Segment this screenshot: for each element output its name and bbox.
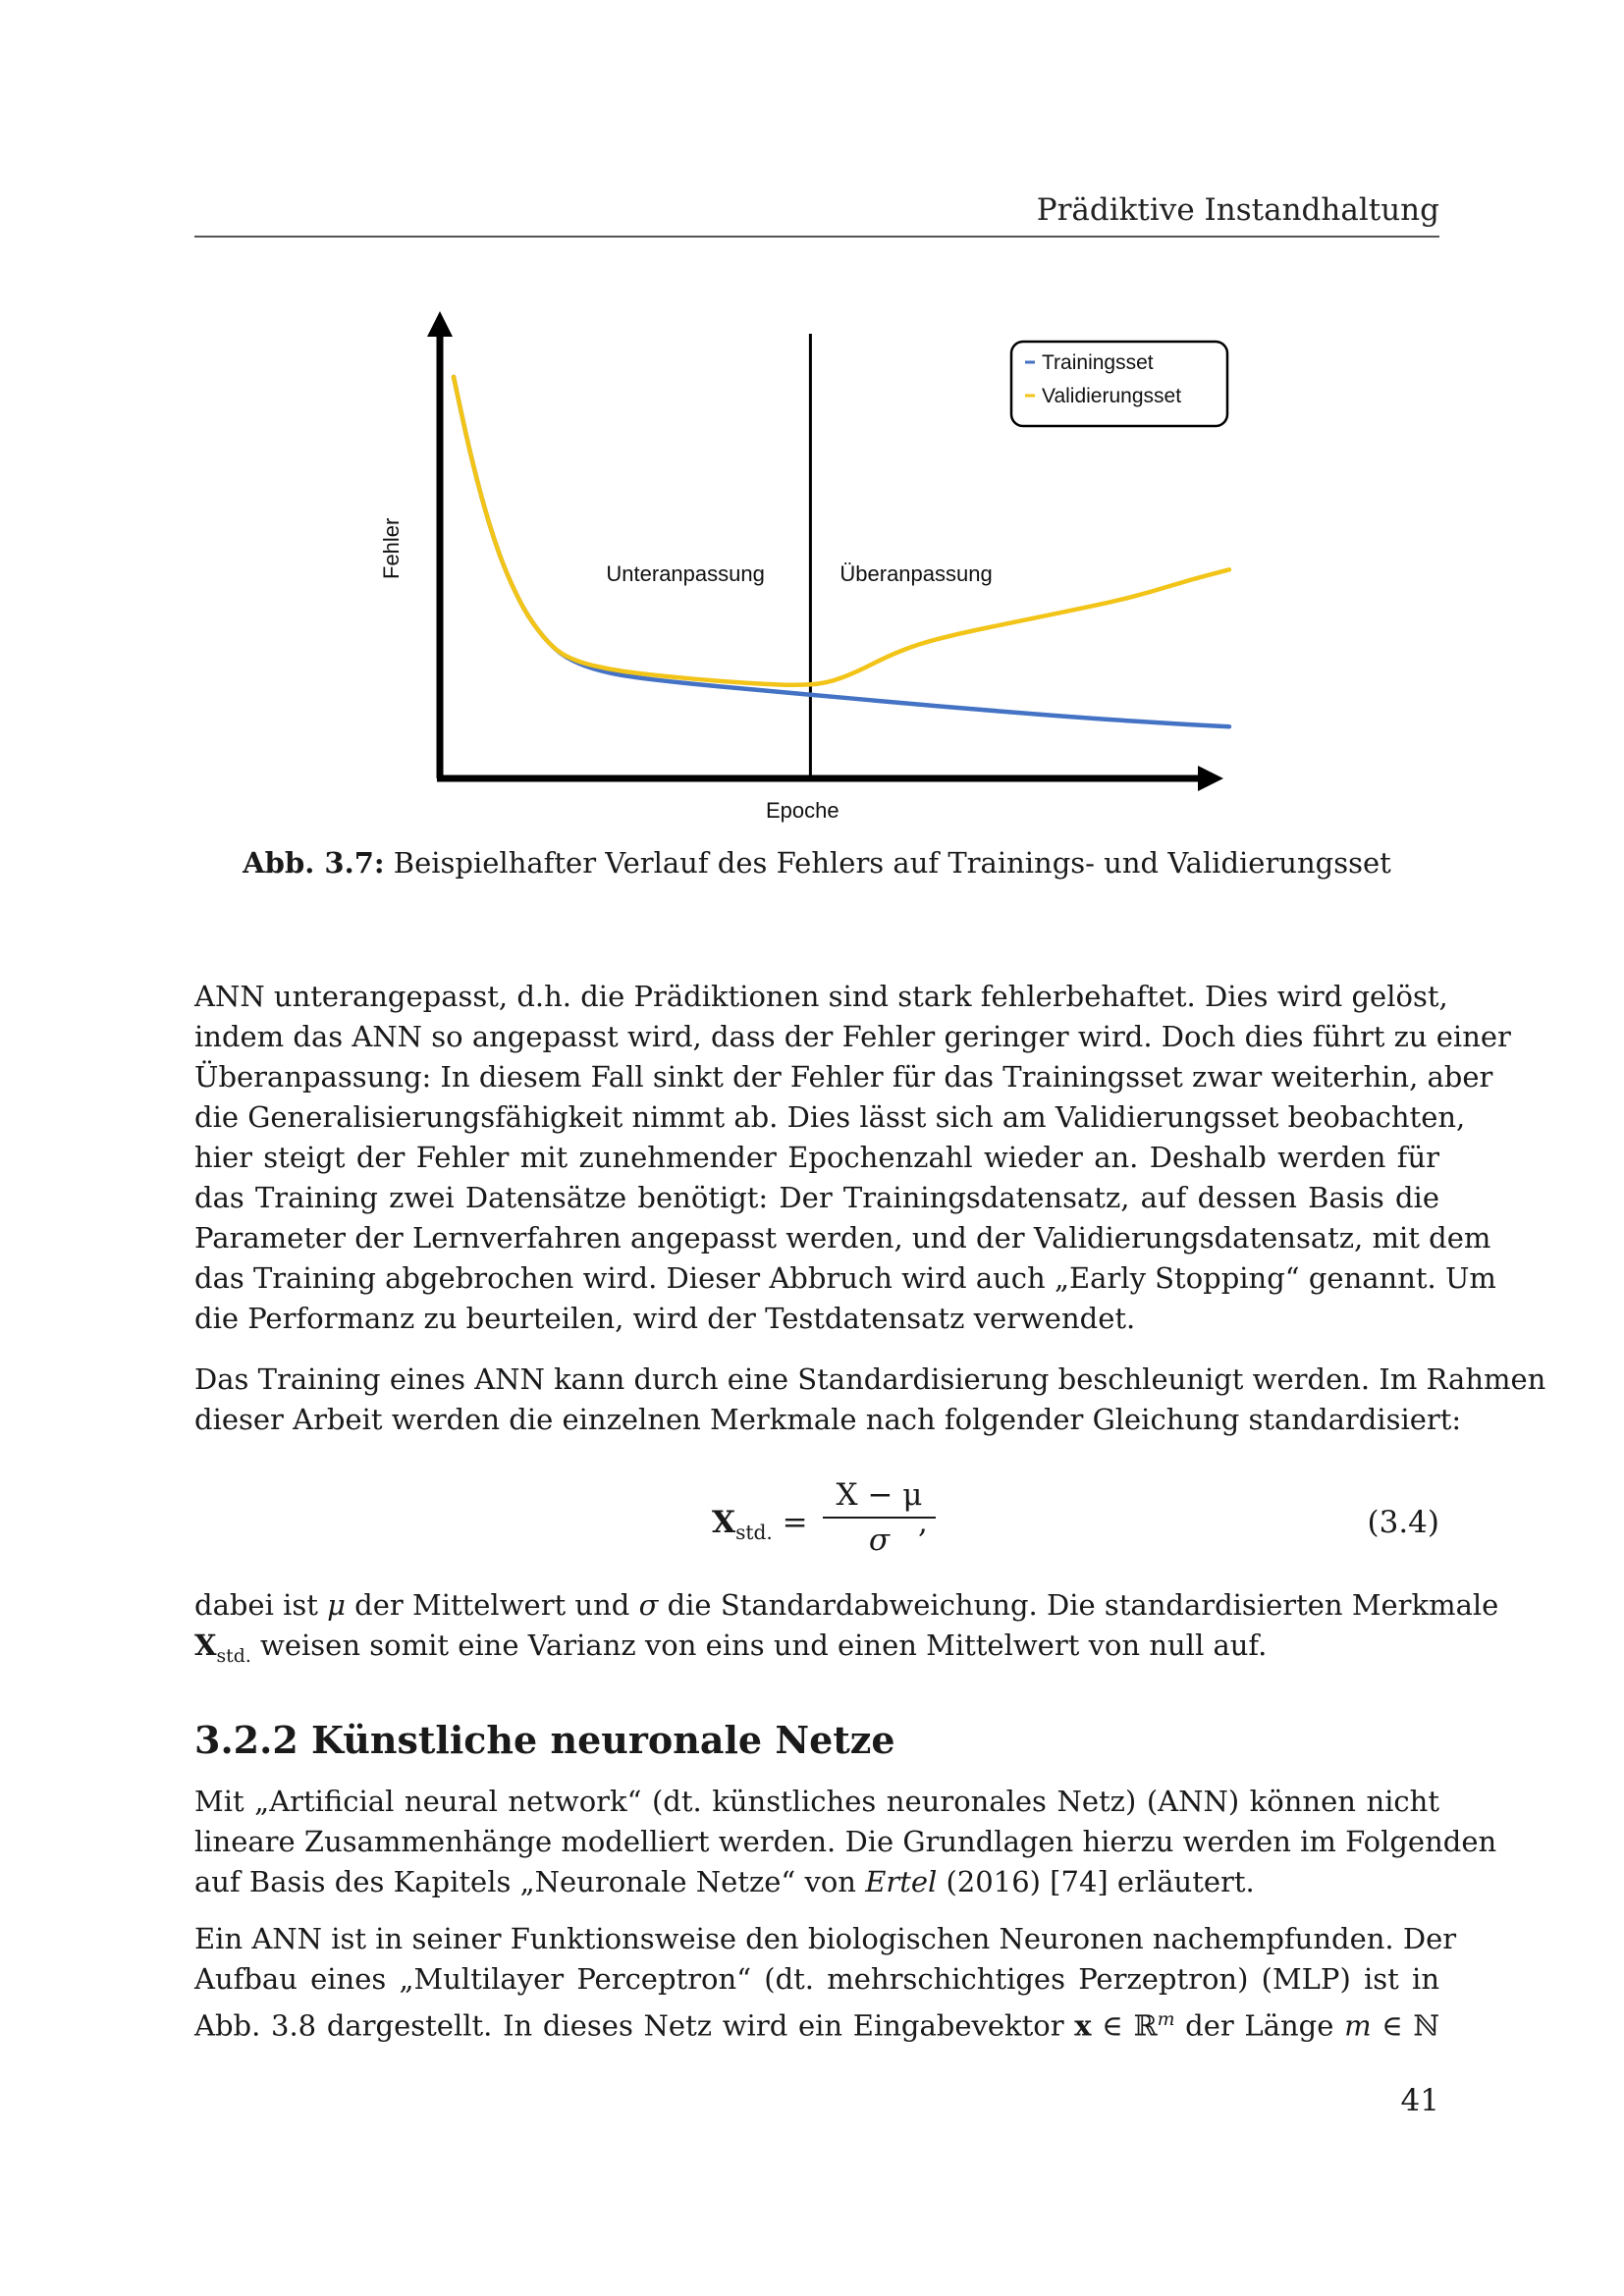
running-header bbox=[194, 192, 1439, 238]
text-line: Mit „Artificial neural network“ (dt. künstliches neuronales Netz) (ANN) können nicht bbox=[194, 1785, 1439, 1818]
text-line: Ein ANN ist in seiner Funktionsweise den biologischen Neuronen nachempfunden. Der bbox=[194, 1922, 1457, 1955]
text-line: die Generalisierungsfähigkeit nimmt ab. Dies lässt sich am Validierungsset beobachten, bbox=[194, 1100, 1466, 1134]
caption-text: Beispielhafter Verlauf des Fehlers auf Trainings- und Validierungsset bbox=[393, 846, 1391, 880]
text-line: das Training zwei Datensätze benötigt: Der Trainingsdatensatz, auf dessen Basis die bbox=[194, 1181, 1439, 1214]
series-line-trainingsset bbox=[454, 377, 1229, 726]
text-line: hier steigt der Fehler mit zunehmender Epochenzahl wieder an. Deshalb werden für bbox=[194, 1141, 1439, 1174]
text-line: indem das ANN so angepasst wird, dass der Fehler geringer wird. Doch dies führt zu einer bbox=[194, 1020, 1511, 1053]
caption-label: Abb. 3.7: bbox=[243, 846, 385, 880]
text-line: die Performanz zu beurteilen, wird der Testdatensatz verwendet. bbox=[194, 1302, 1136, 1335]
error-curve-chart bbox=[373, 309, 1237, 839]
equation-number: (3.4) bbox=[1367, 1505, 1439, 1540]
paragraph-standardization bbox=[194, 1360, 1546, 1440]
page-number: 41 bbox=[1400, 2083, 1439, 2118]
region-label-overfitting: Überanpassung bbox=[839, 561, 993, 586]
y-axis-arrow bbox=[427, 311, 453, 337]
figure-caption bbox=[194, 846, 1439, 880]
equation-comma: , bbox=[918, 1505, 928, 1540]
text-line: Überanpassung: In diesem Fall sinkt der Fehler für das Trainingsset zwar weiterhin, aber bbox=[194, 1060, 1493, 1094]
text-line: dabei ist μ der Mittelwert und σ die Standardabweichung. Die standardisierten Merkmale bbox=[194, 1588, 1499, 1622]
text-line: dieser Arbeit werden die einzelnen Merkmale nach folgender Gleichung standardisiert: bbox=[194, 1403, 1462, 1436]
y-axis-label: Fehler bbox=[379, 517, 404, 579]
paragraph-standardization-explained bbox=[194, 1585, 1499, 1677]
text-line: $X_{std.}$ weisen somit eine Varianz von eins und einen Mittelwert von null auf. bbox=[194, 1629, 1268, 1667]
equation-3-4 bbox=[194, 1477, 1439, 1566]
legend-label-validierungsset: Validierungsset bbox=[1042, 385, 1182, 407]
paragraph-ann-intro bbox=[194, 1782, 1497, 1902]
text-line: Das Training eines ANN kann durch eine Standardisierung beschleunigt werden. Im Rahmen bbox=[194, 1362, 1546, 1396]
x-axis-arrow bbox=[1198, 766, 1223, 791]
running-title: Prädiktive Instandhaltung bbox=[1036, 192, 1439, 228]
equation-numerator: X − μ bbox=[823, 1477, 936, 1519]
region-label-underfitting: Unteranpassung bbox=[606, 561, 765, 586]
section-heading: 3.2.2 Künstliche neuronale Netze bbox=[194, 1718, 895, 1762]
x-axis-label: Epoche bbox=[766, 798, 839, 823]
text-line: Abb. 3.8 dargestellt. In dieses Netz wird ein Eingabevektor x ∈ ℝ$^m$ der Länge m ∈ ℕ bbox=[194, 2008, 1439, 2043]
text-line: auf Basis des Kapitels „Neuronale Netze“ von Ertel (2016) [74] erläutert. bbox=[194, 1865, 1255, 1898]
paragraph-underfitting bbox=[194, 977, 1511, 1339]
text-line: Aufbau eines „Multilayer Perceptron“ (dt. mehrschichtiges Perzeptron) (MLP) ist in bbox=[194, 1962, 1439, 1996]
text-line: lineare Zusammenhänge modelliert werden. Die Grundlagen hierzu werden im Folgenden bbox=[194, 1825, 1497, 1858]
text-line: Parameter der Lernverfahren angepasst werden, und der Validierungsdatensatz, mit dem bbox=[194, 1221, 1491, 1255]
equation-lhs: $X_{std.}$ = bbox=[712, 1505, 808, 1545]
paragraph-mlp bbox=[194, 1919, 1457, 2047]
legend-label-trainingsset: Trainingsset bbox=[1042, 351, 1154, 374]
text-line: das Training abgebrochen wird. Dieser Abbruch wird auch „Early Stopping“ genannt. Um bbox=[194, 1261, 1496, 1295]
text-line: ANN unterangepasst, d.h. die Prädiktionen sind stark fehlerbehaftet. Dies wird gelöst, bbox=[194, 980, 1448, 1013]
equation-denominator: σ bbox=[868, 1522, 891, 1558]
